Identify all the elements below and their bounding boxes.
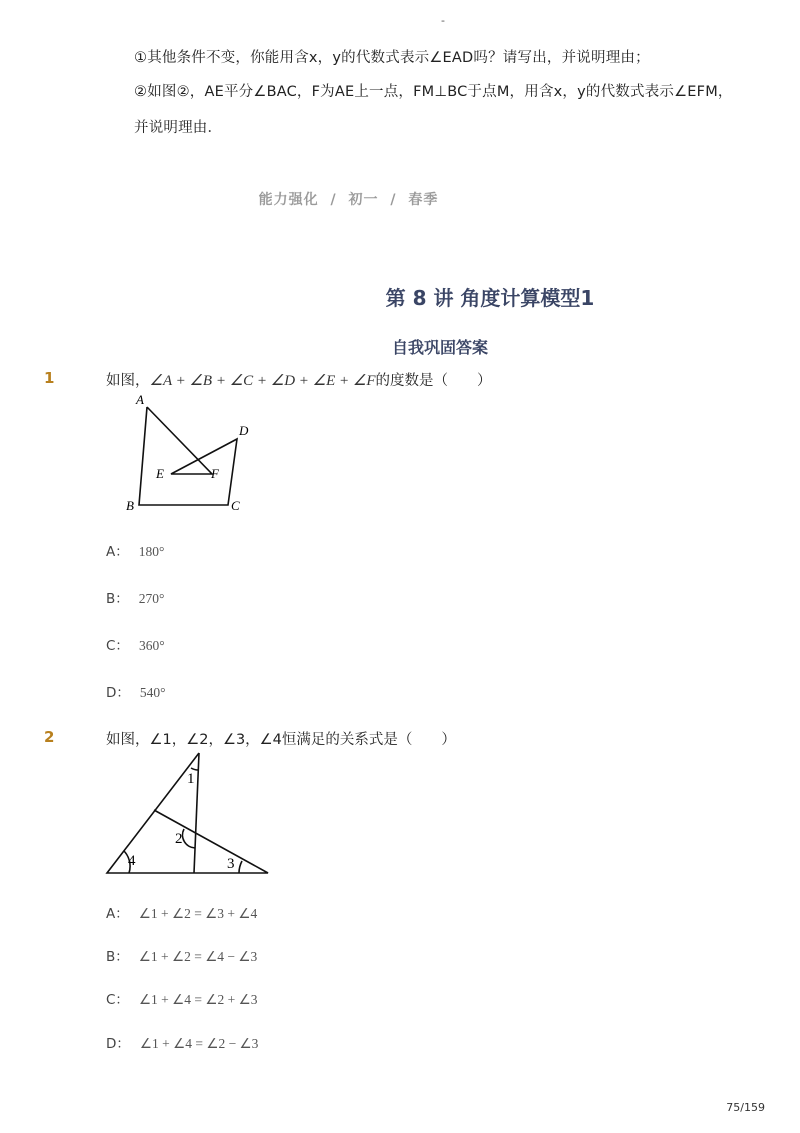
q1-option-a-value: 180° bbox=[138, 544, 165, 559]
question-1-number: 1 bbox=[44, 369, 55, 387]
q2-option-a-value: ∠1 + ∠2 = ∠3 + ∠4 bbox=[138, 906, 258, 921]
header-sep-1: / bbox=[330, 192, 337, 208]
header-part-2: 初一 bbox=[348, 192, 379, 208]
q2-arc-3 bbox=[239, 861, 242, 873]
q1-option-b-label: B： bbox=[106, 591, 129, 607]
lecture-title: 第 8 讲 角度计算模型1 bbox=[385, 286, 595, 310]
page-number: 75/159 bbox=[726, 1101, 765, 1114]
q2-option-d-value: ∠1 + ∠4 = ∠2 − ∠3 bbox=[139, 1036, 259, 1051]
q1-option-c-value: 360° bbox=[138, 638, 165, 653]
q2-label-2: 2 bbox=[175, 831, 183, 847]
q1-option-b-value: 270° bbox=[138, 591, 165, 606]
q2-option-d-label: D： bbox=[106, 1036, 130, 1052]
q2-option-b-label: B： bbox=[106, 949, 129, 965]
q2-option-c-value: ∠1 + ∠4 = ∠2 + ∠3 bbox=[138, 992, 258, 1007]
q1-label-b: B bbox=[126, 498, 134, 513]
q1-option-c-label: C： bbox=[106, 638, 129, 654]
q1-option-b bbox=[106, 587, 164, 607]
q1-option-d bbox=[106, 681, 166, 701]
intro-line-2: ②如图②，AE平分∠BAC，F为AE上一点，FM⊥BC于点M，用含x，y的代数式表示∠EFM， bbox=[134, 84, 733, 100]
question-1-stem-prefix: 如图， bbox=[106, 373, 150, 389]
question-1-stem bbox=[106, 369, 492, 390]
q2-option-d bbox=[106, 1032, 258, 1052]
q2-option-c bbox=[106, 988, 257, 1008]
header-part-1: 能力强化 bbox=[258, 192, 319, 208]
question-1-stem-suffix: 的度数是（ ） bbox=[375, 373, 492, 389]
q1-label-f: F bbox=[211, 466, 219, 481]
q2-label-1: 1 bbox=[187, 771, 195, 787]
question-2-number: 2 bbox=[44, 728, 55, 746]
q2-arc-1 bbox=[191, 768, 198, 770]
intro-line-1: ①其他条件不变，你能用含x，y的代数式表示∠EAD吗？请写出，并说明理由； bbox=[134, 50, 650, 66]
q1-figure-lines bbox=[139, 407, 237, 505]
top-mark: - bbox=[441, 14, 445, 27]
q2-option-a bbox=[106, 902, 257, 922]
q1-label-d: D bbox=[239, 423, 249, 438]
running-header bbox=[0, 189, 697, 209]
q1-option-c bbox=[106, 634, 165, 654]
q1-label-a: A bbox=[136, 392, 144, 407]
q2-option-b-value: ∠1 + ∠2 = ∠4 − ∠3 bbox=[138, 949, 258, 964]
intro-line-3: 并说明理由． bbox=[134, 120, 223, 136]
q2-option-c-label: C： bbox=[106, 992, 129, 1008]
header-sep-2: / bbox=[390, 192, 397, 208]
question-1-stem-math: ∠A + ∠B + ∠C + ∠D + ∠E + ∠F bbox=[149, 373, 376, 389]
header-part-3: 春季 bbox=[408, 192, 439, 208]
q2-option-b bbox=[106, 945, 257, 965]
question-2-figure bbox=[100, 748, 275, 878]
q1-option-a-label: A： bbox=[106, 544, 129, 560]
q2-option-a-label: A： bbox=[106, 906, 129, 922]
q2-vertical-line bbox=[194, 753, 199, 873]
section-title: 自我巩固答案 bbox=[391, 338, 488, 357]
q1-option-d-label: D： bbox=[106, 685, 130, 701]
q1-label-e: E bbox=[156, 466, 164, 481]
q1-label-c: C bbox=[231, 498, 240, 513]
q1-option-d-value: 540° bbox=[139, 685, 166, 700]
q2-label-4: 4 bbox=[128, 853, 136, 869]
q1-option-a bbox=[106, 540, 164, 560]
q2-label-3: 3 bbox=[227, 856, 235, 872]
question-2-stem: 如图，∠1，∠2，∠3，∠4恒满足的关系式是（ ） bbox=[106, 732, 456, 748]
question-1-figure bbox=[115, 390, 275, 520]
